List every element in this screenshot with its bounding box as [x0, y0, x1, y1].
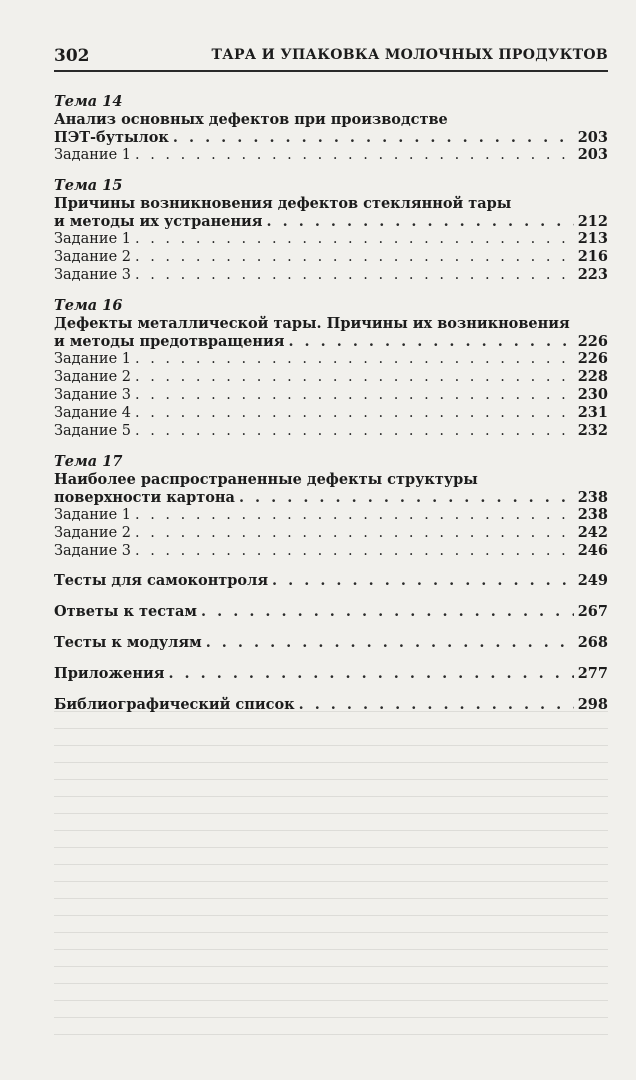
entry-page-number: 232	[577, 422, 608, 439]
entry-page-number: 230	[577, 386, 608, 403]
task-entry[interactable]	[54, 350, 608, 368]
entry-page-number: 268	[577, 634, 608, 651]
entry-page-number: 226	[577, 333, 608, 350]
entry-label: Задание 3	[54, 543, 131, 559]
dot-leader	[173, 129, 574, 146]
entry-label: поверхности картона	[54, 489, 235, 506]
task-entry[interactable]	[54, 248, 608, 266]
dot-leader	[135, 267, 574, 284]
entry-page-number: 203	[577, 129, 608, 146]
entry-page-number: 223	[577, 266, 608, 283]
topic-label: Тема 14	[54, 93, 123, 110]
task-entry[interactable]	[54, 266, 608, 284]
entry-page-number: 267	[577, 603, 608, 620]
entry-label: Задание 3	[54, 267, 131, 283]
page-header	[54, 40, 608, 72]
topic-label: Тема 16	[54, 297, 123, 314]
entry-page-number: 228	[577, 368, 608, 385]
task-entry[interactable]	[54, 542, 608, 560]
dot-leader	[135, 231, 574, 248]
dot-leader	[135, 249, 574, 266]
toc-section	[54, 92, 608, 164]
dot-leader	[299, 696, 574, 713]
dot-leader	[135, 147, 574, 164]
entry-label: и методы предотвращения	[54, 333, 285, 350]
entry-page-number: 277	[577, 665, 608, 682]
entry-page-number: 238	[577, 489, 608, 506]
dot-leader	[267, 213, 574, 230]
dot-leader	[135, 507, 574, 524]
entry-label: Задание 2	[54, 249, 131, 265]
topic-heading-line: Наиболее распространенные дефекты структуры	[54, 471, 478, 488]
topic-heading-entry[interactable]	[54, 489, 608, 506]
entry-label: Библиографический список	[54, 696, 295, 713]
entry-label: Тесты к модулям	[54, 634, 202, 651]
dot-leader	[135, 423, 574, 440]
entry-label: Задание 3	[54, 387, 131, 403]
running-title: ТАРА И УПАКОВКА МОЛОЧНЫХ ПРОДУКТОВ	[211, 47, 608, 63]
entry-label: Тесты для самоконтроля	[54, 572, 269, 589]
task-entry[interactable]	[54, 506, 608, 524]
dot-leader	[135, 387, 574, 404]
task-entry[interactable]	[54, 422, 608, 440]
dot-leader	[201, 603, 574, 620]
toc-section	[54, 296, 608, 440]
entry-page-number: 216	[577, 248, 608, 265]
toc-standalone	[54, 696, 608, 713]
task-entry[interactable]	[54, 386, 608, 404]
entry-label: и методы их устранения	[54, 213, 263, 230]
entry-page-number: 242	[577, 524, 608, 541]
entry-page-number: 249	[577, 572, 608, 589]
entry-label: Задание 5	[54, 423, 131, 439]
entry-page-number: 231	[577, 404, 608, 421]
entry-page-number: 212	[577, 213, 608, 230]
standalone-entry[interactable]	[54, 603, 608, 620]
entry-page-number: 226	[577, 350, 608, 367]
bleed-through-texture	[54, 700, 608, 1040]
standalone-entry[interactable]	[54, 572, 608, 589]
entry-label: Ответы к тестам	[54, 603, 198, 620]
table-of-contents	[54, 92, 608, 727]
toc-section	[54, 176, 608, 284]
toc-standalone	[54, 572, 608, 589]
topic-label: Тема 15	[54, 177, 123, 194]
task-entry[interactable]	[54, 404, 608, 422]
entry-page-number: 298	[577, 696, 608, 713]
topic-label: Тема 17	[54, 453, 123, 470]
toc-section	[54, 452, 608, 560]
toc-standalone	[54, 665, 608, 682]
dot-leader	[135, 369, 574, 386]
entry-page-number: 213	[577, 230, 608, 247]
topic-heading-entry[interactable]	[54, 333, 608, 350]
entry-label: Задание 1	[54, 147, 131, 163]
dot-leader	[288, 333, 573, 350]
entry-page-number: 238	[577, 506, 608, 523]
entry-label: Приложения	[54, 665, 165, 682]
entry-label: ПЭТ-бутылок	[54, 129, 169, 146]
dot-leader	[168, 665, 573, 682]
task-entry[interactable]	[54, 524, 608, 542]
standalone-entry[interactable]	[54, 634, 608, 651]
topic-heading-line: Причины возникновения дефектов стеклянной тары	[54, 195, 512, 212]
entry-label: Задание 2	[54, 525, 131, 541]
standalone-entry[interactable]	[54, 665, 608, 682]
task-entry[interactable]	[54, 230, 608, 248]
toc-standalone	[54, 603, 608, 620]
topic-heading-line: Дефекты металлической тары. Причины их возникновения	[54, 315, 570, 332]
entry-label: Задание 4	[54, 405, 131, 421]
entry-page-number: 203	[577, 146, 608, 163]
dot-leader	[135, 405, 574, 422]
task-entry[interactable]	[54, 368, 608, 386]
topic-heading-entry[interactable]	[54, 129, 608, 146]
entry-label: Задание 2	[54, 369, 131, 385]
dot-leader	[239, 489, 574, 506]
entry-label: Задание 1	[54, 507, 131, 523]
entry-label: Задание 1	[54, 351, 131, 367]
standalone-entry[interactable]	[54, 696, 608, 713]
entry-label: Задание 1	[54, 231, 131, 247]
toc-standalone	[54, 634, 608, 651]
dot-leader	[272, 572, 574, 589]
dot-leader	[135, 351, 574, 368]
topic-heading-entry[interactable]	[54, 213, 608, 230]
task-entry[interactable]	[54, 146, 608, 164]
dot-leader	[135, 525, 574, 542]
dot-leader	[206, 634, 574, 651]
page-number: 302	[54, 46, 90, 66]
dot-leader	[135, 543, 574, 560]
entry-page-number: 246	[577, 542, 608, 559]
topic-heading-line: Анализ основных дефектов при производстве	[54, 111, 448, 128]
